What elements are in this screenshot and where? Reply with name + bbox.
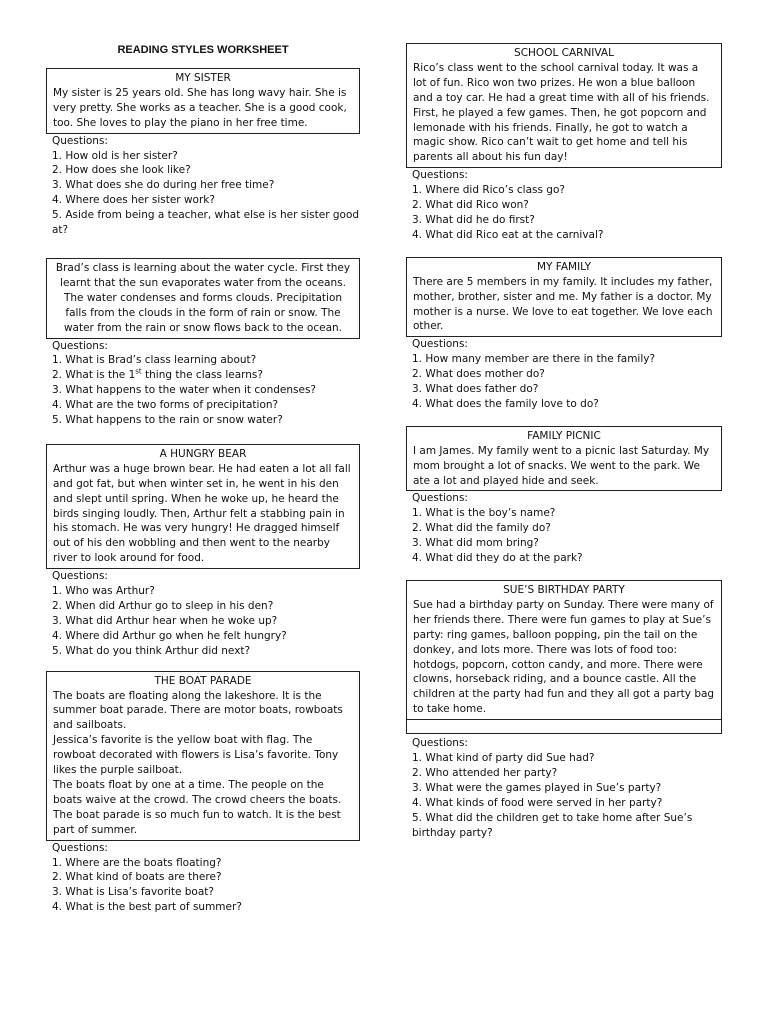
- question: 1. What kind of party did Sue had?: [412, 752, 595, 765]
- questions-label: Questions:: [52, 570, 108, 583]
- questions-label: Questions:: [412, 338, 468, 351]
- questions-label: Questions:: [52, 841, 108, 854]
- passage-title: SUE’S BIRTHDAY PARTY: [503, 584, 625, 596]
- questions-hungry-bear: [52, 569, 360, 658]
- question: 2. Who attended her party?: [412, 766, 558, 779]
- question: 5. What happens to the rain or snow water?: [52, 414, 283, 427]
- question: 1. Where did Rico’s class go?: [412, 184, 565, 197]
- question: 3. What happens to the water when it condenses?: [52, 384, 316, 397]
- question: 4. What did Rico eat at the carnival?: [412, 228, 604, 241]
- superscript: st: [135, 367, 142, 376]
- passage-text: Arthur was a huge brown bear. He had eaten a lot all fall and got fat, but when winter set in, he went in his den and slept until spring. When he woke up, he heard the birds singing loudly. Then, Arthur felt a stabbing pain in his stomach. He was very hungry! He dragged himself out of his den wobbling and then went to the nearby river to look around for food.: [53, 462, 351, 565]
- passage-title: MY SISTER: [175, 72, 231, 84]
- question: 1. What is the boy’s name?: [412, 507, 556, 520]
- question: 5. What do you think Arthur did next?: [52, 644, 251, 657]
- passage-text: I am James. My family went to a picnic last Saturday. My mom brought a lot of snacks. We went to the park. We ate a lot and played hide and seek.: [413, 444, 710, 487]
- right-column: [406, 43, 722, 841]
- empty-box-row: [406, 720, 722, 734]
- passage-hungry-bear: [46, 444, 360, 569]
- question: 3. What does she do during her free time?: [52, 179, 275, 192]
- question: 3. What did mom bring?: [412, 537, 539, 550]
- questions-family-picnic: [412, 491, 722, 566]
- passage-title: MY FAMILY: [536, 260, 592, 273]
- questions-birthday-party: [412, 736, 722, 840]
- question: 1. Where are the boats floating?: [52, 856, 222, 869]
- questions-my-family: [412, 337, 722, 412]
- passage-paragraph: The boats float by one at a time. The people on the boats waive at the crowd. The crowd cheers the boats. The boat parade is so much fun to watch. It is the best part of summer.: [53, 778, 342, 836]
- passage-text: Brad’s class is learning about the water cycle. First they learnt that the sun evaporates water from the oceans. The water condenses and forms clouds. Precipitation falls from the clouds in the form of rain or snow. The water from the rain or snow flows back to the ocean.: [55, 261, 351, 334]
- passage-paragraph: The boats are floating along the lakeshore. It is the summer boat parade. There are motor boats, rowboats and sailboats.: [53, 689, 343, 732]
- question: 3. What were the games played in Sue’s party?: [412, 781, 662, 794]
- question: 1. Who was Arthur?: [52, 585, 155, 598]
- questions-label: Questions:: [52, 134, 108, 147]
- question: 3. What did he do first?: [412, 213, 535, 226]
- passage-text: There are 5 members in my family. It includes my father, mother, brother, sister and me. My father is a doctor. My mother is a nurse. We love to eat together. We love each other.: [413, 275, 713, 333]
- worksheet-title: READING STYLES WORKSHEET: [117, 44, 289, 56]
- question: 4. What did they do at the park?: [412, 552, 583, 565]
- question: 3. What is Lisa’s favorite boat?: [52, 886, 214, 899]
- question: 3. What did Arthur hear when he woke up?: [52, 614, 278, 627]
- question: 4. What are the two forms of precipitation?: [52, 399, 279, 412]
- question: 2. How does she look like?: [52, 164, 191, 177]
- questions-my-sister: [52, 134, 360, 238]
- question: 5. What did the children get to take home after Sue’s birthday party?: [412, 811, 693, 839]
- question: 1. What is Brad’s class learning about?: [52, 354, 257, 367]
- questions-boat-parade: [52, 841, 360, 916]
- question: 2. When did Arthur go to sleep in his den?: [52, 600, 274, 612]
- passage-my-sister: [46, 68, 360, 134]
- question: 5. Aside from being a teacher, what else is her sister good at?: [52, 209, 360, 237]
- question: 4. What is the best part of summer?: [52, 901, 242, 914]
- question: 1. How many member are there in the family?: [412, 353, 656, 366]
- passage-title: SCHOOL CARNIVAL: [514, 47, 614, 59]
- passage-paragraph: Jessica’s favorite is the yellow boat with flag. The rowboat decorated with flowers is Lisa’s favorite. Tony likes the purple sailboat.: [53, 734, 339, 777]
- question: 1. How old is her sister?: [52, 149, 178, 162]
- passage-school-carnival: [406, 43, 722, 168]
- passage-text: Rico’s class went to the school carnival today. It was a lot of fun. Rico won two prizes. He won a blue balloon and a toy car. He had a great time with all of his friends. First, he played a few games. Then, he got popcorn and lemonade with his friends. Finally, he got to watch a magic show. Rico can’t wait to get home and tell his parents all about his fun day!: [413, 61, 710, 164]
- passage-my-family: [406, 257, 722, 338]
- question-text-rest: thing the class learns?: [141, 369, 263, 382]
- passage-family-picnic: [406, 426, 722, 492]
- passage-title: THE BOAT PARADE: [154, 674, 252, 687]
- questions-school-carnival: [412, 168, 722, 243]
- questions-label: Questions:: [52, 339, 108, 352]
- question: 2. What did Rico won?: [412, 199, 529, 212]
- question: 2. What kind of boats are there?: [52, 871, 222, 884]
- passage-boat-parade: [46, 671, 360, 841]
- question: 2. What does mother do?: [412, 368, 545, 381]
- passage-text: Sue had a birthday party on Sunday. There were many of her friends there. There were fun games to play at Sue’s party: ring games, balloon popping, pin the tail on the donkey, and lots more. There was lots of food too: hotdogs, popcorn, cotton candy, and more. There were clowns, horseback riding, and a bounce castle. All the children at the party had fun and they all got a party bag to take home.: [413, 598, 715, 716]
- questions-water-cycle: [52, 339, 360, 428]
- question: 2. What did the family do?: [412, 522, 551, 535]
- passage-birthday-party: [406, 580, 722, 720]
- left-column: [46, 40, 360, 915]
- passage-title: A HUNGRY BEAR: [159, 447, 247, 460]
- passage-text: My sister is 25 years old. She has long wavy hair. She is very pretty. She works as a teacher. She is a good cook, too. She loves to play the piano in her free time.: [53, 86, 347, 129]
- questions-label: Questions:: [412, 169, 468, 182]
- questions-label: Questions:: [412, 492, 468, 505]
- question-text: 2. What is the 1: [52, 369, 136, 382]
- question: 3. What does father do?: [412, 383, 539, 396]
- question: [52, 368, 360, 383]
- question: 4. What kinds of food were served in her party?: [412, 796, 663, 809]
- passage-water-cycle: [46, 258, 360, 339]
- question: 4. What does the family love to do?: [412, 397, 599, 410]
- question: 4. Where does her sister work?: [52, 194, 215, 207]
- question: 4. Where did Arthur go when he felt hungry?: [52, 629, 287, 642]
- passage-title: FAMILY PICNIC: [527, 429, 601, 442]
- questions-label: Questions:: [412, 737, 468, 750]
